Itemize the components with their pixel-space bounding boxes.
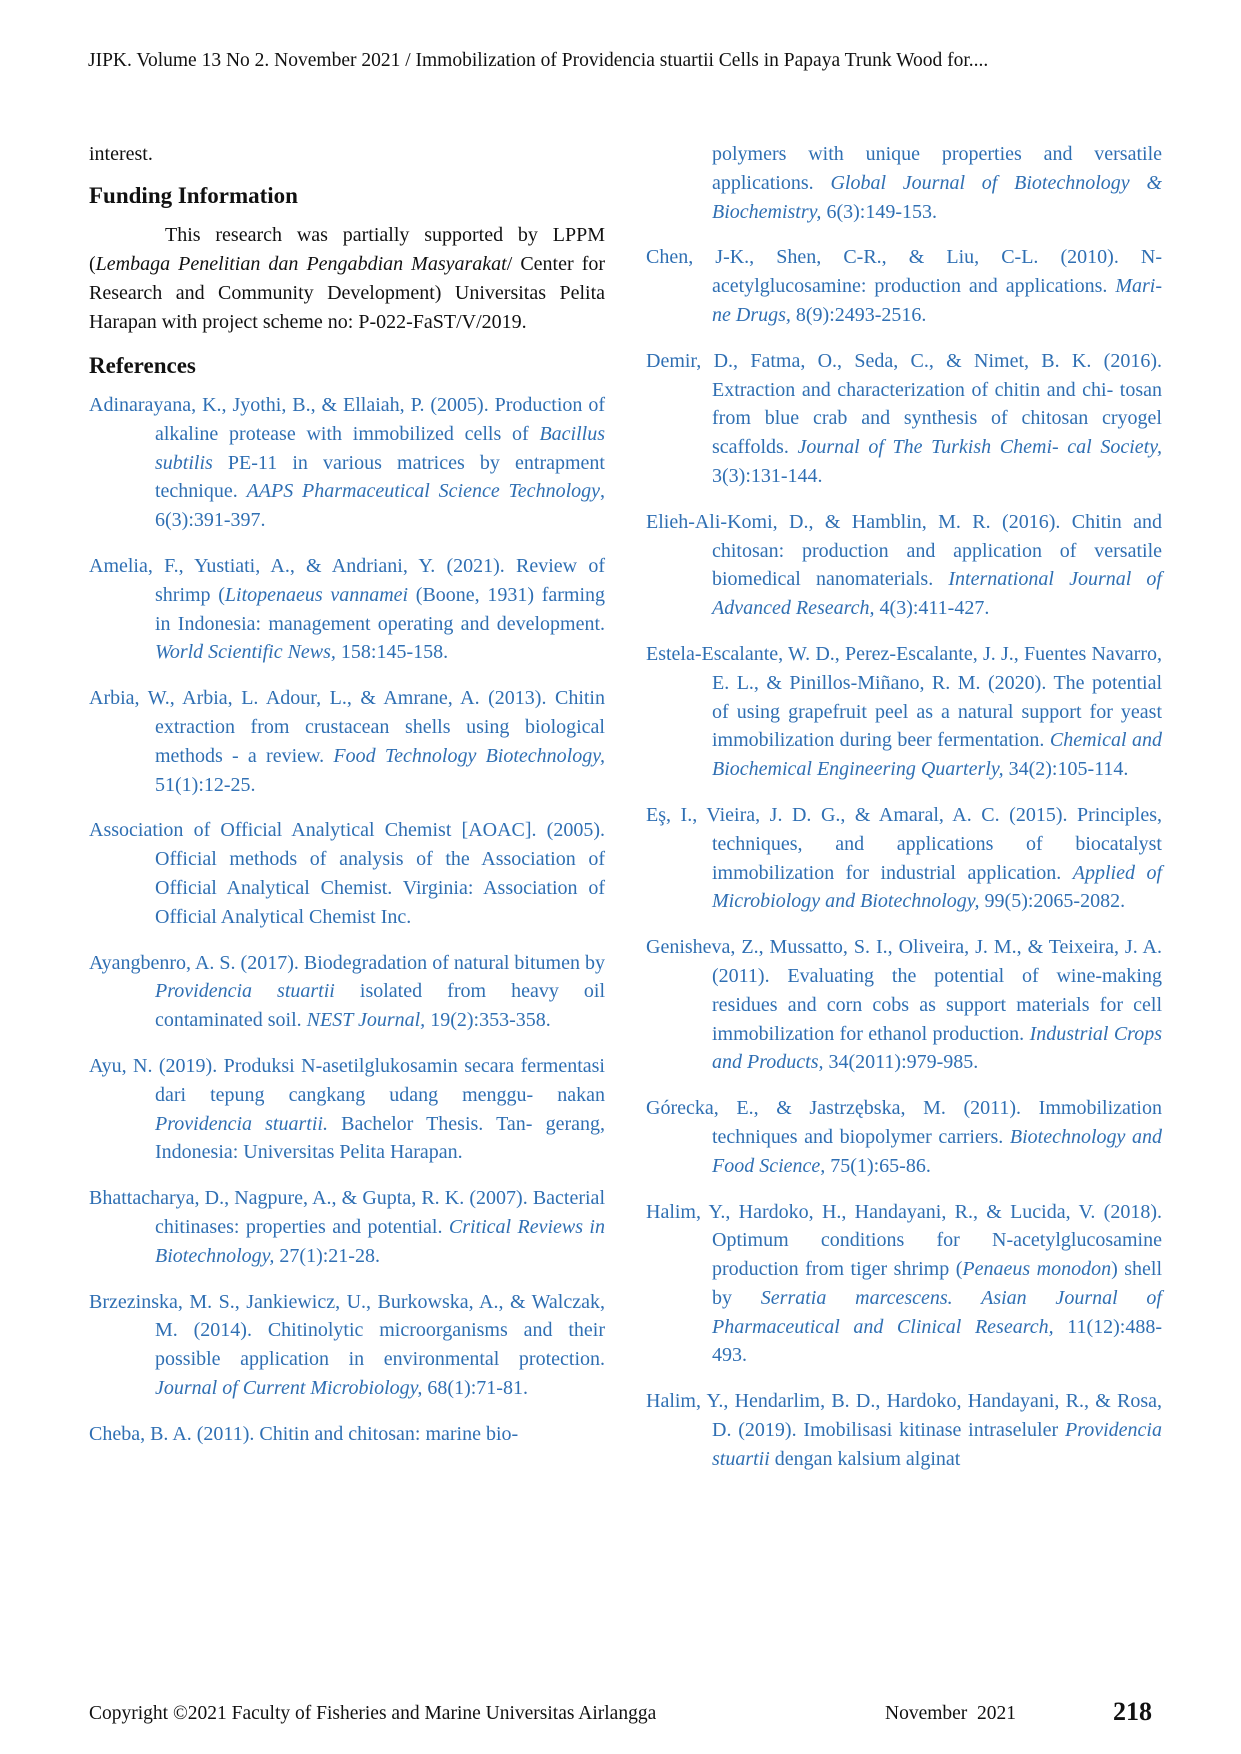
reference-item: Bhattacharya, D., Nagpure, A., & Gupta, R. K. (2007). Bacterial chitinases: properties and potential. Critical Reviews in Biotechnology, 27(1):21-28. xyxy=(89,1187,605,1267)
left-column xyxy=(89,140,605,1466)
footer-copyright: Copyright ©2021 Faculty of Fisheries and Marine Universitas Airlangga xyxy=(89,1703,657,1724)
funding-text-1: This research was partially supported by LPPM ( xyxy=(89,224,605,275)
reference-item: Chen, J-K., Shen, C-R., & Liu, C-L. (2010). N-acetylglucosamine: production and applications. Mari- ne Drugs, 8(9):2493-2516. xyxy=(646,246,1162,326)
footer-date: November 2021 xyxy=(885,1703,1017,1724)
reference-item: Halim, Y., Hardoko, H., Handayani, R., & Lucida, V. (2018). Optimum conditions for N-acetylglucosamine production from tiger shrimp (Penaeus monodon) shell by Serratia marcescens. Asian Journal of Pharmaceutical and Clinical Research, 11(12):488-493. xyxy=(646,1200,1163,1367)
references-heading: References xyxy=(89,353,196,378)
reference-item: Ayu, N. (2019). Produksi N-asetilglukosamin secara fermentasi dari tepung cangkang udang menggu- nakan Providencia stuartii. Bachelor Thesis. Tan- gerang, Indonesia: Universitas Pelita Harapan. xyxy=(89,1054,606,1164)
reference-item: Association of Official Analytical Chemist [AOAC]. (2005). Official methods of analysis of the Association of Official Analytical Chemist. Virginia: Association of Official Analytical Chemist Inc. xyxy=(89,819,605,928)
reference-item: Brzezinska, M. S., Jankiewicz, U., Burkowska, A., & Walczak, M. (2014). Chitinolytic microorganisms and their possible application in environmental protection. Journal of Current Microbiology, 68(1):71-81. xyxy=(89,1290,605,1399)
reference-item: Halim, Y., Hendarlim, B. D., Hardoko, Handayani, R., & Rosa, D. (2019). Imobilisasi kitinase intraseluler Providencia stuartii dengan kalsium alginat xyxy=(646,1390,1162,1470)
reference-item: Arbia, W., Arbia, L. Adour, L., & Amrane, A. (2013). Chitin extraction from crustacean shells using biological methods - a review. Food Technology Biotechnology, 51(1):12-25. xyxy=(89,687,605,796)
funding-text-2: / Center for Research and Community Development) Universitas Pelita Harapan with project scheme no: P-022-FaST/V/2019. xyxy=(89,253,606,333)
reference-item: Genisheva, Z., Mussatto, S. I., Oliveira, J. M., & Teixeira, J. A. (2011). Evaluating the potential of wine-making residues and corn cobs as support materials for cell immobilization for ethanol production. Industrial Crops and Products, 34(2011):979-985. xyxy=(646,936,1163,1074)
funding-heading: Funding Information xyxy=(89,183,298,208)
reference-item: Cheba, B. A. (2011). Chitin and chitosan: marine bio- xyxy=(89,1422,519,1445)
reference-item: Eş, I., Vieira, J. D. G., & Amaral, A. C. (2015). Principles, techniques, and applications of biocatalyst immobilization for industrial application. Applied of Microbiology and Biotechnology, 99(5):2065-2082. xyxy=(646,803,1163,913)
running-header: JIPK. Volume 13 No 2. November 2021 / Immobilization of Providencia stuartii Cells in Papaya Trunk Wood for.... xyxy=(88,50,989,71)
reference-continuation: polymers with unique properties and versatile applications. Global Journal of Biotechnology & Biochemistry, 6(3):149-153. xyxy=(712,143,1163,223)
reference-item: Ayangbenro, A. S. (2017). Biodegradation of natural bitumen by Providencia stuartii isolated from heavy oil contaminated soil. NEST Journal, 19(2):353-358. xyxy=(89,951,606,1032)
reference-item: Elieh-Ali-Komi, D., & Hamblin, M. R. (2016). Chitin and chitosan: production and application of versatile biomedical nanomaterials. International Journal of Advanced Research, 4(3):411-427. xyxy=(646,510,1162,620)
page-number: 218 xyxy=(1113,1697,1152,1726)
funding-paragraph xyxy=(89,221,605,337)
continued-text: interest. xyxy=(89,143,153,165)
reference-item: Górecka, E., & Jastrzębska, M. (2011). Immobilization techniques and biopolymer carriers. Biotechnology and Food Science, 75(1):65-86. xyxy=(646,1097,1162,1177)
reference-item: Adinarayana, K., Jyothi, B., & Ellaiah, P. (2005). Production of alkaline protease with immobilized cells of Bacillus subtilis PE-11 in various matrices by entrapment technique. AAPS Pharmaceutical Science Technology, 6(3):391-397. xyxy=(89,394,605,532)
reference-item: Demir, D., Fatma, O., Seda, C., & Nimet, B. K. (2016). Extraction and characterization of chitin and chi- tosan from blue crab and synthesis of chitosan cryogel scaffolds. Journal of The Turkish Chemi- cal Society, 3(3):131-144. xyxy=(646,349,1162,487)
funding-italic: Lembaga Penelitian dan Pengabdian Masyarakat xyxy=(95,253,507,275)
right-column xyxy=(646,140,1162,1491)
reference-item: Estela-Escalante, W. D., Perez-Escalante, J. J., Fuentes Navarro, E. L., & Pinillos-Miñano, R. M. (2020). The potential of using grapefruit peel as a natural support for yeast immobilization during beer fermentation. Chemical and Biochemical Engineering Quarterly, 34(2):105-114. xyxy=(646,642,1163,781)
reference-item: Amelia, F., Yustiati, A., & Andriani, Y. (2021). Review of shrimp (Litopenaeus vannamei (Boone, 1931) farming in Indonesia: management operating and development. World Scientific News, 158:145-158. xyxy=(89,554,606,664)
